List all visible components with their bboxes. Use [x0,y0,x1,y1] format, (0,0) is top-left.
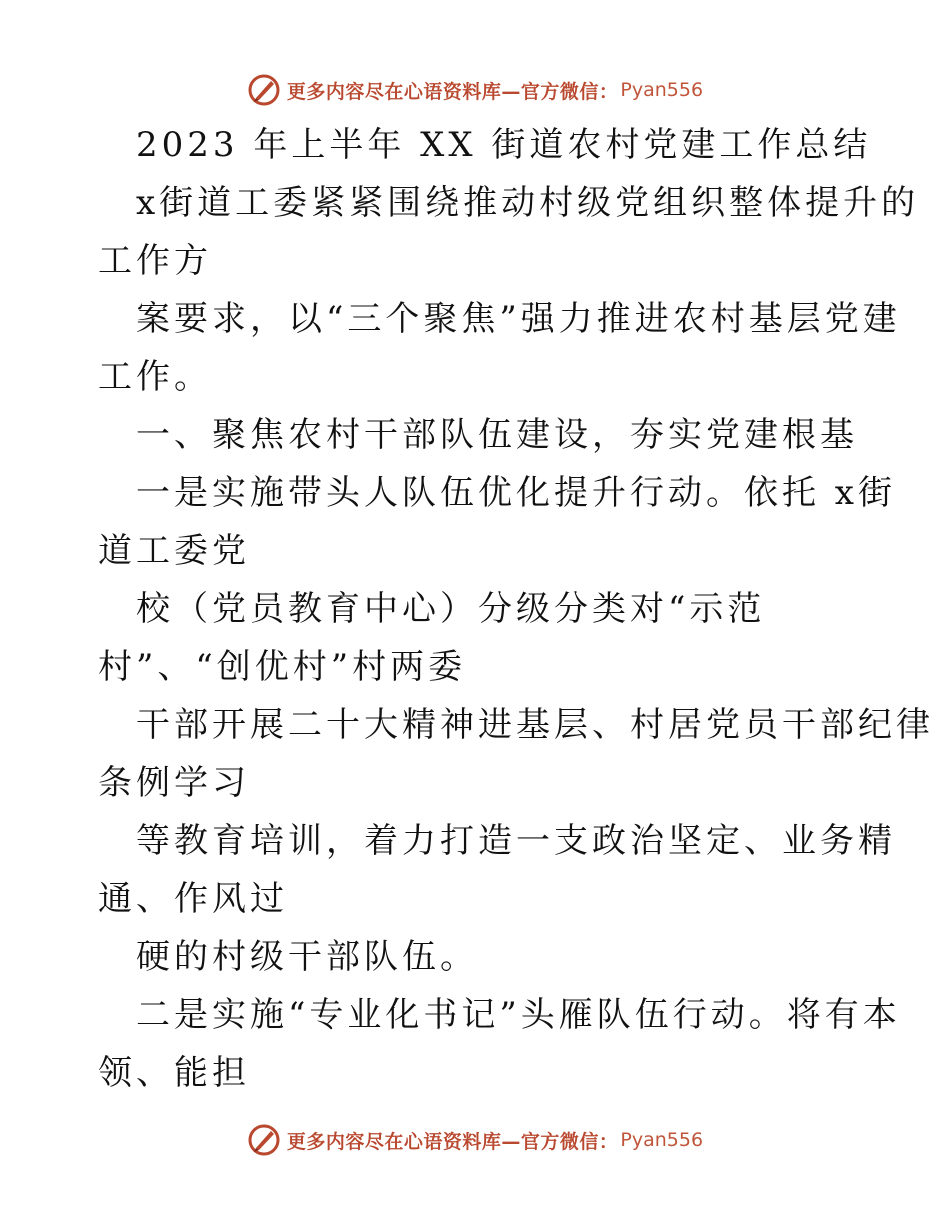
section-heading: 一、聚焦农村干部队伍建设，夯实党建根基 [136,415,858,455]
document-line: 等教育培训，着力打造一支政治坚定、业务精 [136,821,896,861]
document-line: 条例学习 [98,763,250,803]
document-line: 通、作风过 [98,879,288,919]
document-line: 二是实施“专业化书记”头雁队伍行动。将有本 [136,995,901,1035]
document-line: 工作方 [98,241,212,281]
document-line: 干部开展二十大精神进基层、村居党员干部纪律 [136,705,934,745]
footer-watermark [0,1120,950,1160]
watermark-text: 更多内容尽在心语资料库—官方微信： [286,1130,619,1153]
quill-pen-logo-icon [247,73,281,107]
watermark-wechat-id: Pyan556 [620,79,704,101]
document-line: 村”、“创优村”村两委 [98,647,467,687]
document-line: 案要求，以“三个聚焦”强力推进农村基层党建 [136,299,901,339]
header-watermark [0,70,950,110]
document-line: 校（党员教育中心）分级分类对“示范 [136,589,766,629]
document-line: 硬的村级干部队伍。 [136,937,478,977]
document-title: 2023 年上半年 XX 街道农村党建工作总结 [136,125,872,165]
document-body [98,116,934,1102]
quill-pen-logo-icon [247,1123,281,1157]
watermark-text: 更多内容尽在心语资料库—官方微信： [286,80,619,103]
watermark-wechat-id: Pyan556 [620,1129,704,1151]
document-line: 一是实施带头人队伍优化提升行动。依托 x街 [136,473,896,513]
document-line: 道工委党 [98,531,250,571]
document-line: x街道工委紧紧围绕推动村级党组织整体提升的 [136,183,920,223]
document-line: 领、能担 [98,1053,250,1093]
document-line: 工作。 [98,357,212,397]
